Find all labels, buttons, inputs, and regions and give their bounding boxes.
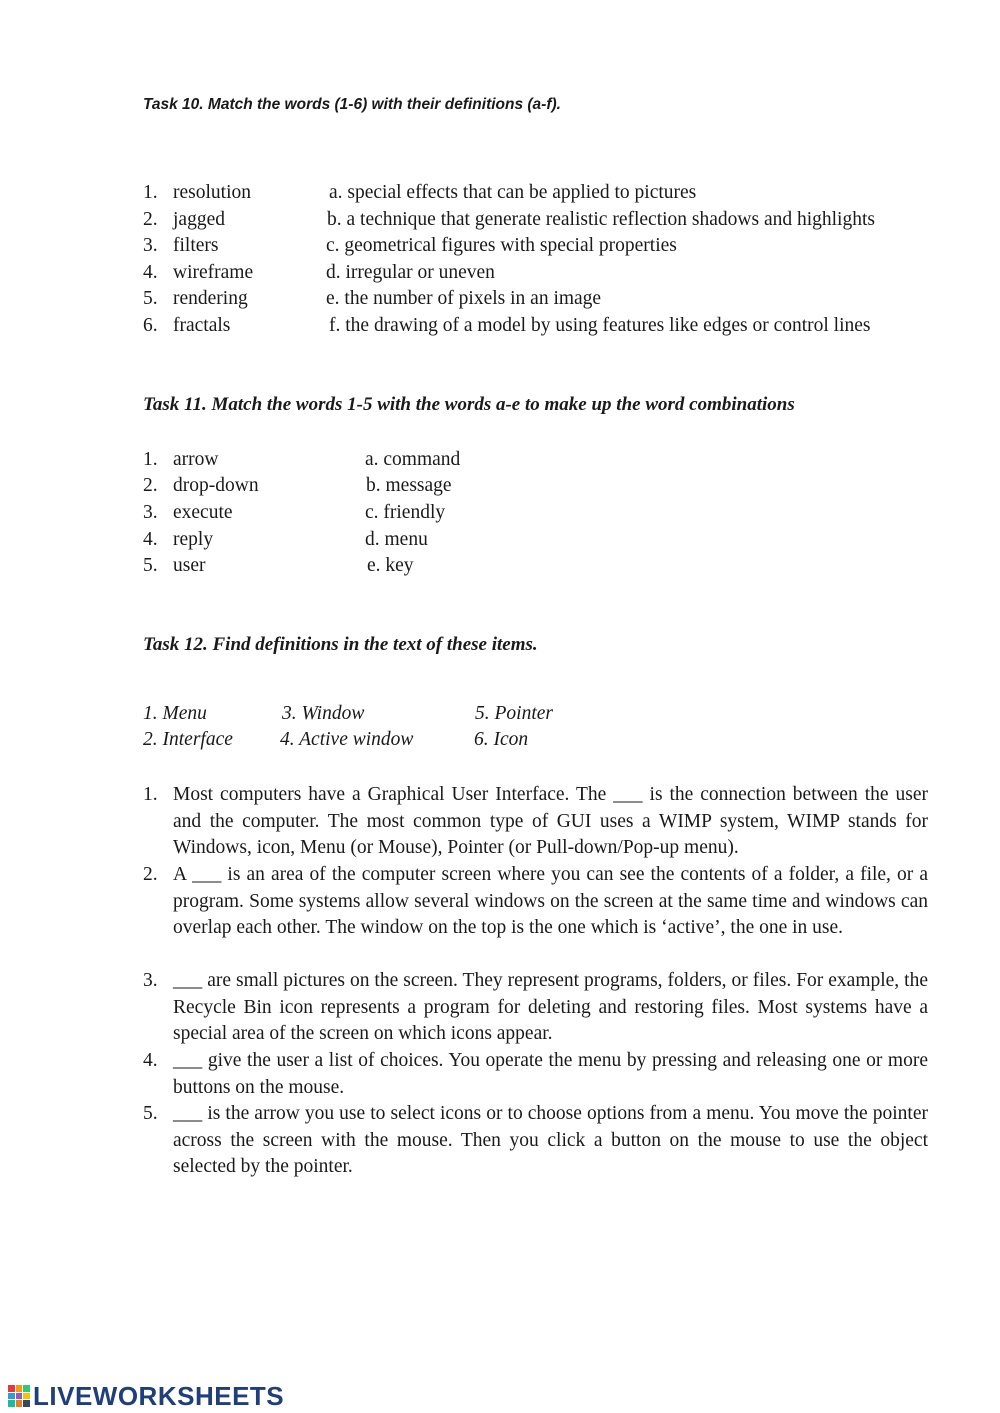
task10-definition: c. geometrical figures with special properties [326, 235, 677, 256]
task10-number: 4. [143, 262, 158, 283]
task10-term: filters [173, 235, 219, 256]
task12-item: 4. Active window [280, 729, 414, 750]
task10-definition: d. irregular or uneven [326, 262, 495, 283]
paragraph-number: 5. [143, 1103, 158, 1124]
task11-match: e. key [367, 555, 414, 576]
task11-number: 1. [143, 449, 158, 470]
task12-item: 5. Pointer [475, 703, 553, 724]
task10-term: jagged [173, 209, 225, 230]
liveworksheets-logo[interactable] [8, 1381, 284, 1411]
paragraph-text: ___ give the user a list of choices. You operate the menu by pressing and releasing one or more buttons on the mouse. [173, 1050, 928, 1098]
task10-term: rendering [173, 288, 248, 309]
task12-item: 2. Interface [143, 729, 233, 750]
task10-number: 1. [143, 182, 158, 203]
task12-paragraph [143, 862, 928, 942]
task11-match: b. message [366, 475, 452, 496]
task12-title: Task 12. Find definitions in the text of these items. [143, 634, 538, 655]
logo-square [16, 1393, 23, 1400]
paragraph-number: 4. [143, 1050, 158, 1071]
task12-paragraph [143, 782, 928, 862]
logo-square [8, 1393, 15, 1400]
paragraph-text: A ___ is an area of the computer screen where you can see the contents of a folder, a file, or a program. Some systems allow several windows on the screen at the same time and windows can overlap each other. The window on the top is the one which is ‘active’, the one in use. [173, 864, 928, 938]
task11-number: 4. [143, 529, 158, 550]
logo-square [8, 1400, 15, 1407]
task11-title: Task 11. Match the words 1-5 with the words a-e to make up the word combinations [143, 394, 795, 415]
task11-word: reply [173, 529, 214, 550]
logo-square [23, 1393, 30, 1400]
task11-number: 2. [143, 475, 158, 496]
task10-term: wireframe [173, 262, 254, 283]
task11-number: 3. [143, 502, 158, 523]
logo-square [8, 1385, 15, 1392]
paragraph-text: Most computers have a Graphical User Interface. The ___ is the connection between the user and the computer. The most common type of GUI uses a WIMP system, WIMP stands for Windows, icon, Menu (or Mouse), Pointer (or Pull-down/Pop-up menu). [173, 784, 928, 858]
paragraph-number: 1. [143, 784, 158, 805]
task11-word: arrow [173, 449, 219, 470]
task10-definition: e. the number of pixels in an image [326, 288, 602, 309]
task11-match: c. friendly [365, 502, 446, 523]
task10-term: fractals [173, 315, 231, 336]
task10-definition: a. special effects that can be applied to pictures [329, 182, 697, 203]
logo-square [16, 1400, 23, 1407]
logo-square [23, 1400, 30, 1407]
task12-item: 3. Window [282, 703, 365, 724]
task11-word: user [173, 555, 206, 576]
task11-match: a. command [365, 449, 461, 470]
liveworksheets-brand: LIVEWORKSHEETS [33, 1380, 285, 1411]
task10-title: Task 10. Match the words (1-6) with their definitions (a-f). [143, 96, 561, 113]
paragraph-number: 3. [143, 970, 158, 991]
task10-definition: b. a technique that generate realistic reflection shadows and highlights [327, 209, 875, 230]
task10-number: 3. [143, 235, 158, 256]
task12-item: 6. Icon [474, 729, 529, 750]
task10-number: 6. [143, 315, 158, 336]
task10-number: 2. [143, 209, 158, 230]
paragraph-text: ___ are small pictures on the screen. They represent programs, folders, or files. For example, the Recycle Bin icon represents a program for deleting and restoring files. Most systems have a special area of the screen on which icons appear. [173, 970, 928, 1044]
task11-number: 5. [143, 555, 158, 576]
task11-word: drop-down [173, 475, 259, 496]
logo-square [16, 1385, 23, 1392]
task11-word: execute [173, 502, 233, 523]
task12-paragraph [143, 968, 928, 1048]
logo-square [23, 1385, 30, 1392]
task12-paragraph [143, 1101, 928, 1181]
paragraph-number: 2. [143, 864, 158, 885]
liveworksheets-logo-icon [8, 1385, 30, 1407]
task10-number: 5. [143, 288, 158, 309]
paragraph-text: ___ is the arrow you use to select icons or to choose options from a menu. You move the pointer across the screen with the mouse. Then you click a button on the mouse to use the object selected by the pointer. [173, 1103, 928, 1177]
task10-term: resolution [173, 182, 251, 203]
task12-paragraph [143, 1048, 928, 1101]
task11-match: d. menu [365, 529, 428, 550]
task12-item: 1. Menu [143, 703, 207, 724]
task10-definition: f. the drawing of a model by using features like edges or control lines [329, 315, 871, 336]
